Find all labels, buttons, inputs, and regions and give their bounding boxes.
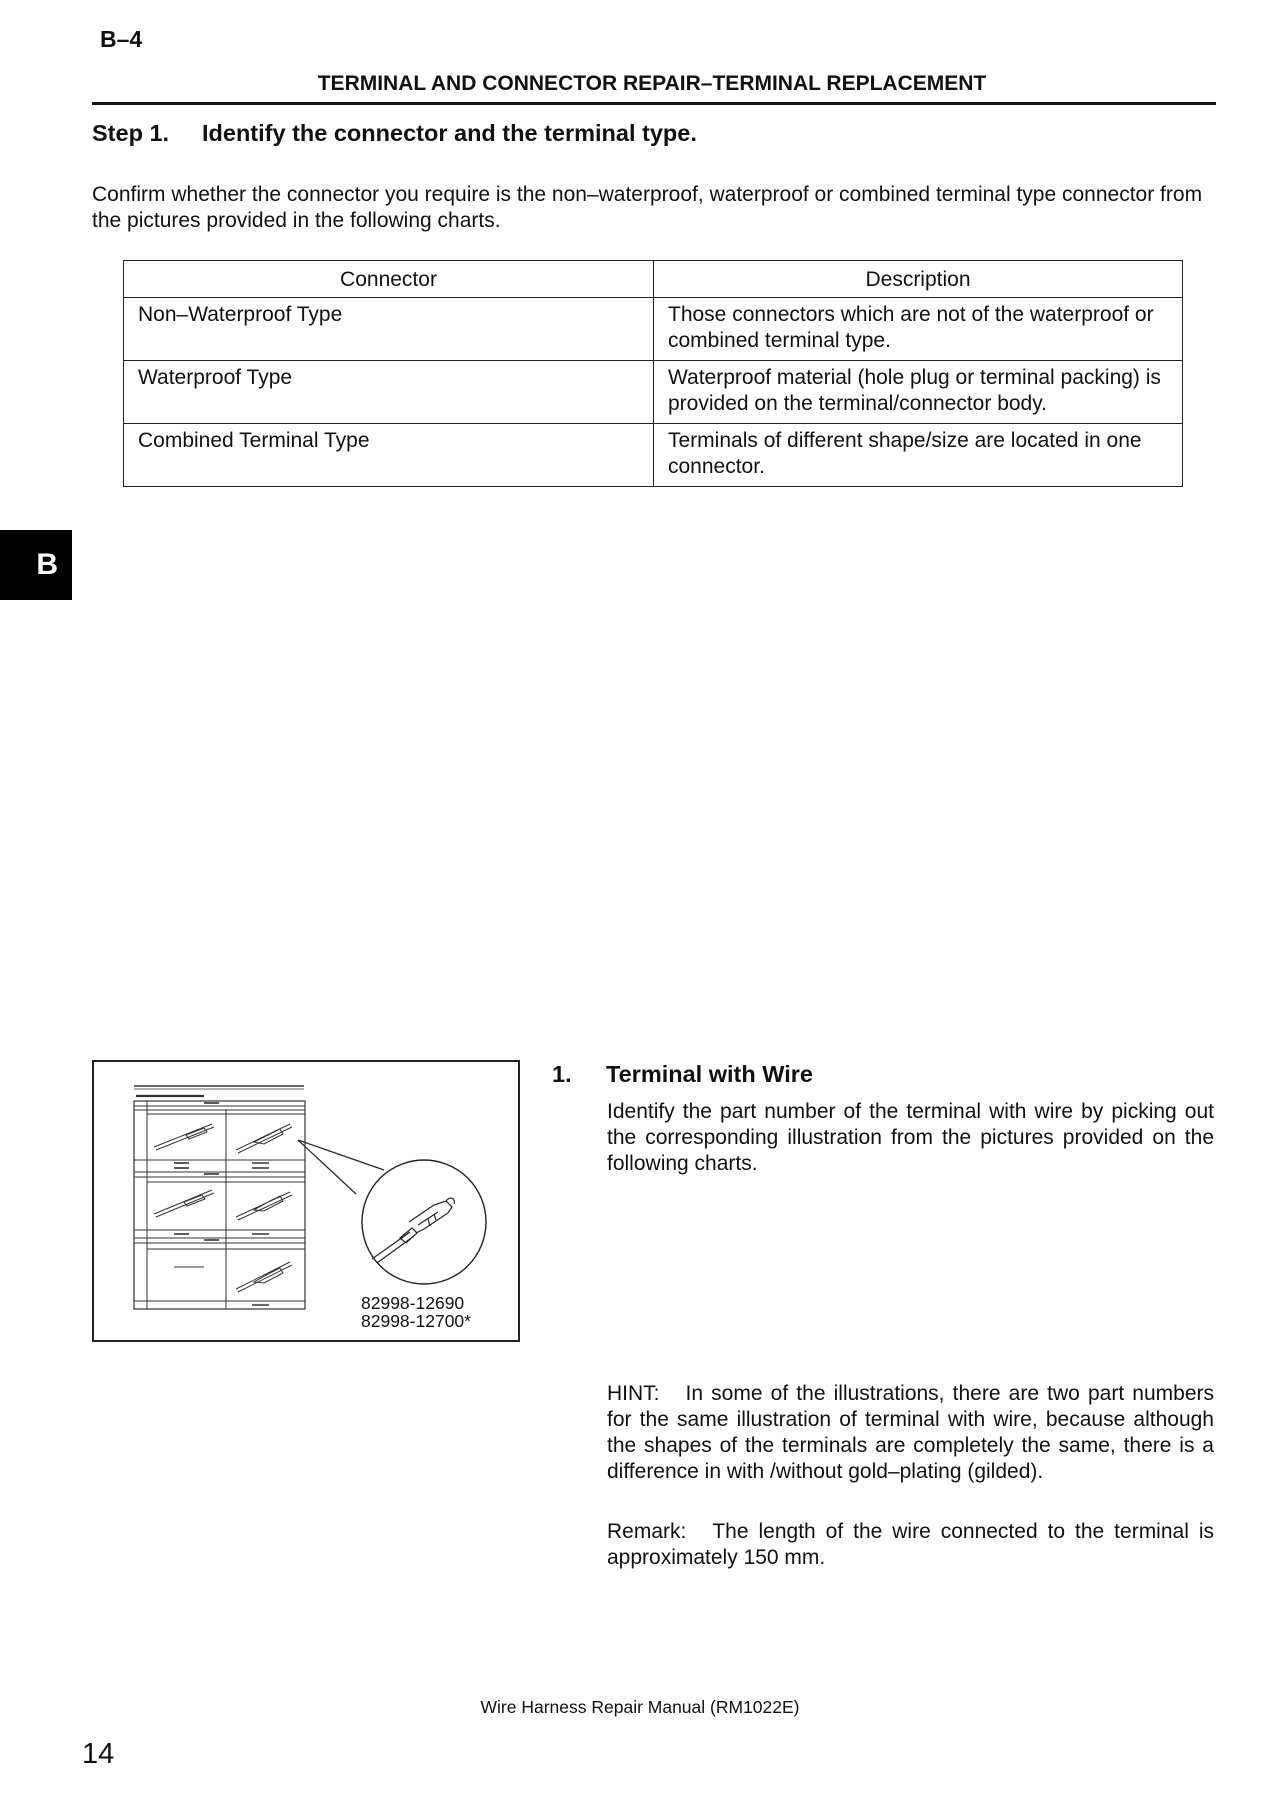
table-row [124,298,1183,361]
header-divider [92,102,1216,105]
thumbnail-chart-page [134,1086,305,1309]
section-body: Identify the part number of the terminal with wire by picking out the corresponding illustration from the pictures provided on the following charts. [607,1100,1214,1175]
description-cell: Terminals of different shape/size are located in one connector. [654,424,1183,487]
hint-text: In some of the illustrations, there are two part numbers for the same illustration of terminal with wire, because although the shapes of the terminals are completely the same, there is a difference in with /without gold–plating (gilded). [607,1382,1214,1483]
page-number: 14 [82,1738,115,1770]
table-row [124,361,1183,424]
section-title: Terminal with Wire [606,1061,813,1087]
section-number: 1. [552,1061,572,1087]
connector-cell: Waterproof Type [124,361,654,424]
remark-paragraph [607,1519,1214,1571]
callout-pointer [298,1140,384,1194]
part-numbers [361,1294,471,1330]
column-header-description: Description [654,261,1183,298]
section-header-title: TERMINAL AND CONNECTOR REPAIR–TERMINAL REPLACEMENT [317,72,987,95]
description-cell: Those connectors which are not of the waterproof or combined terminal type. [654,298,1183,361]
connector-cell: Combined Terminal Type [124,424,654,487]
step-number: Step 1. [92,120,170,146]
terminal-illustration-figure [92,1060,520,1342]
table-row [124,424,1183,487]
chapter-tab[interactable] [0,530,72,600]
column-header-connector: Connector [124,261,654,298]
step-heading [92,120,697,147]
remark-text: The length of the wire connected to the terminal is approximately 150 mm. [607,1520,1214,1569]
part-number: 82998-12690 [361,1293,465,1313]
description-cell: Waterproof material (hole plug or terminal packing) is provided on the terminal/connector body. [654,361,1183,424]
table-header-row [124,261,1183,298]
connector-cell: Non–Waterproof Type [124,298,654,361]
hint-label: HINT: [607,1382,660,1405]
section-heading [552,1061,813,1088]
intro-paragraph: Confirm whether the connector you require is the non–waterproof, waterproof or combined terminal type connector from the pictures provided in the following charts. [92,183,1203,232]
remark-label: Remark: [607,1520,687,1543]
connector-type-table [123,260,1183,487]
footer-manual-title: Wire Harness Repair Manual (RM1022E) [480,1697,800,1717]
page-code: B–4 [100,26,143,52]
part-number: 82998-12700* [361,1311,471,1331]
chapter-tab-label: B [36,548,58,581]
magnified-terminal-circle [362,1160,486,1284]
step-title: Identify the connector and the terminal type. [202,120,697,146]
hint-paragraph [607,1381,1214,1485]
